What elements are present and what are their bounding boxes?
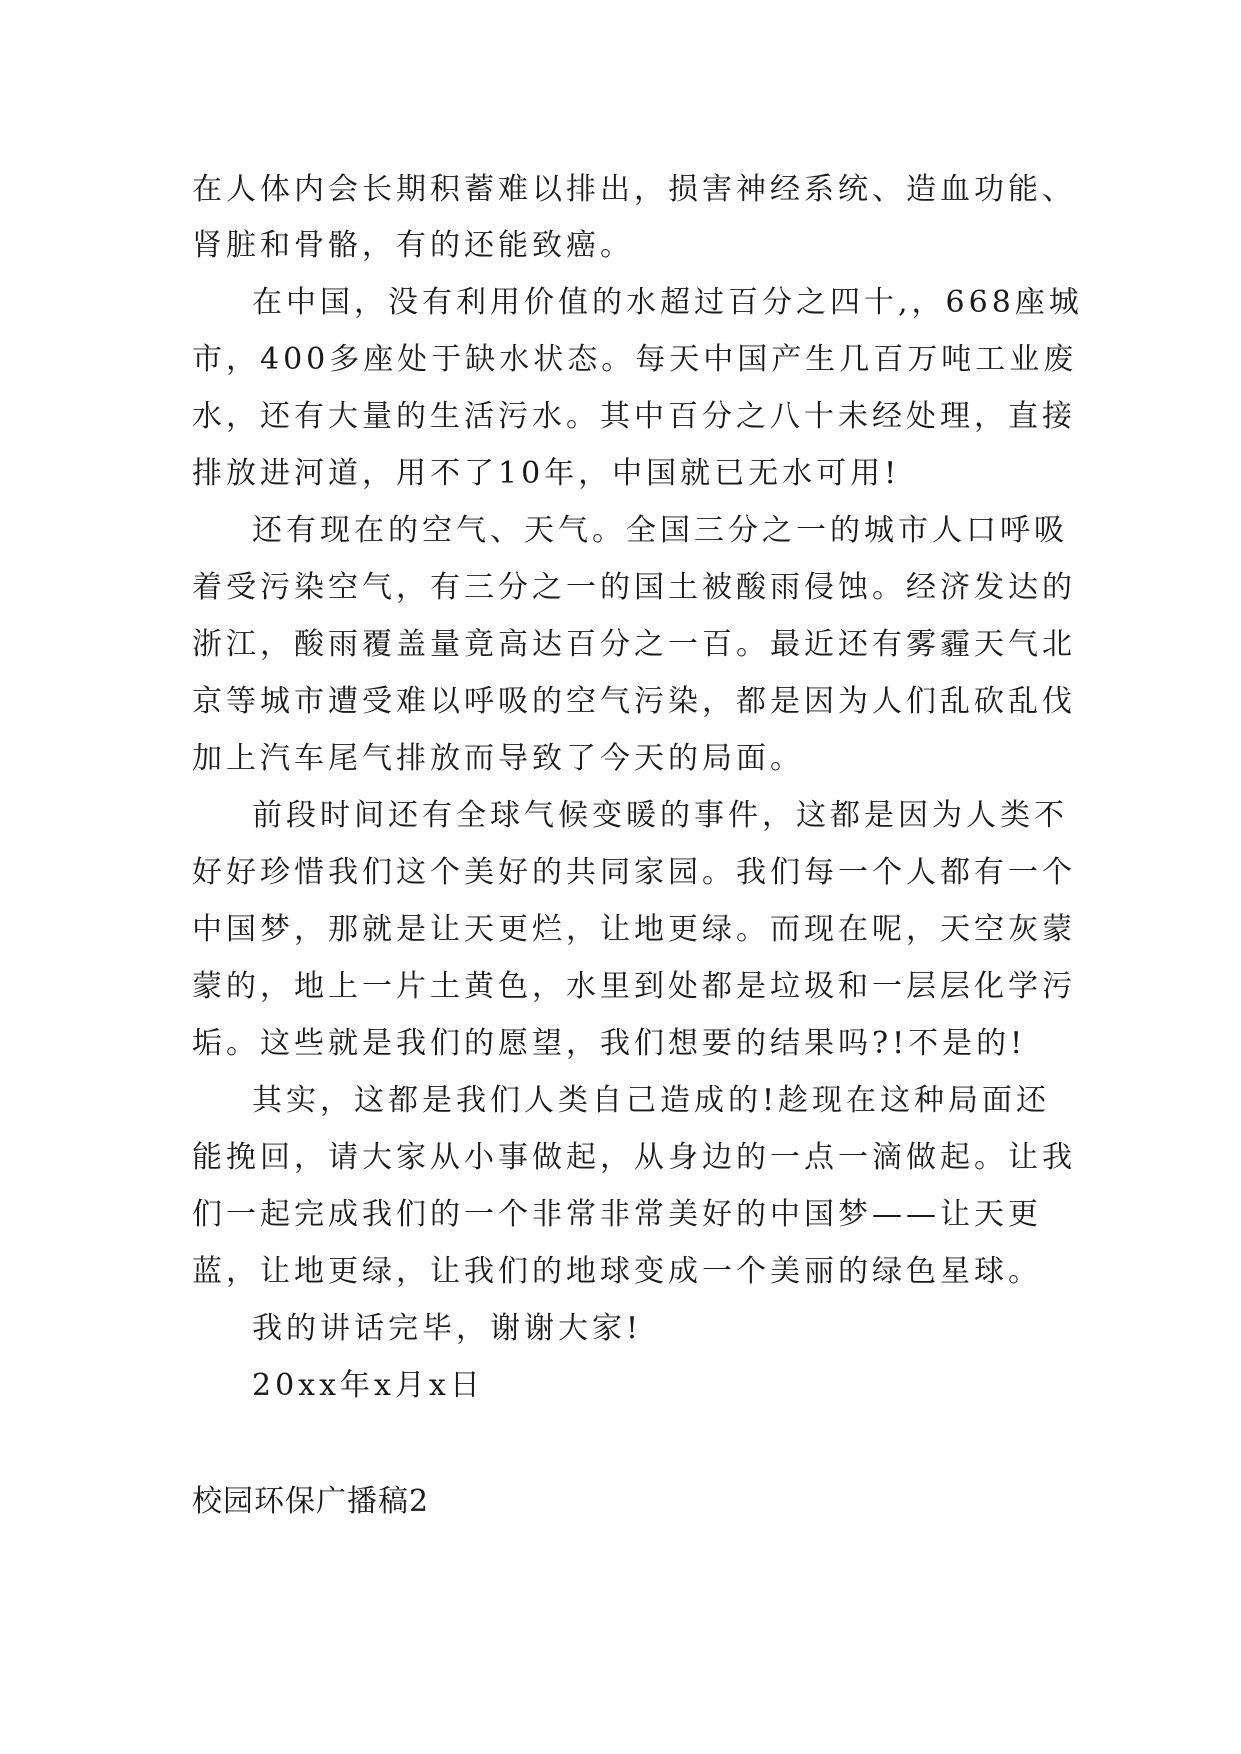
date-line: 20xx年x月x日 — [252, 1368, 484, 1403]
paragraph-line: 能挽回，请大家从小事做起，从身边的一点一滴做起。让我 — [192, 1140, 1076, 1175]
paragraph-line: 在人体内会长期积蓄难以排出，损害神经系统、造血功能、 — [192, 172, 1076, 207]
paragraph-line: 好好珍惜我们这个美好的共同家园。我们每一个人都有一个 — [192, 855, 1076, 890]
closing-line: 我的讲话完毕，谢谢大家! — [252, 1311, 643, 1346]
paragraph-line: 着受污染空气，有三分之一的国土被酸雨侵蚀。经济发达的 — [192, 570, 1076, 605]
paragraph-line: 市，400多座处于缺水状态。每天中国产生几百万吨工业废 — [192, 342, 1078, 377]
paragraph-line: 排放进河道，用不了10年，中国就已无水可用! — [192, 456, 901, 491]
paragraph-line: 肾脏和骨骼，有的还能致癌。 — [192, 228, 634, 263]
paragraph-line: 蒙的，地上一片土黄色，水里到处都是垃圾和一层层化学污 — [192, 969, 1076, 1004]
paragraph-line: 还有现在的空气、天气。全国三分之一的城市人口呼吸 — [252, 513, 1068, 548]
paragraph-line: 加上汽车尾气排放而导致了今天的局面。 — [192, 741, 804, 776]
paragraph-line: 水，还有大量的生活污水。其中百分之八十未经处理，直接 — [192, 399, 1076, 434]
paragraph-line: 垢。这些就是我们的愿望，我们想要的结果吗?!不是的! — [192, 1026, 1027, 1061]
paragraph-line: 其实，这都是我们人类自己造成的!趁现在这种局面还 — [252, 1083, 1051, 1118]
paragraph-line: 前段时间还有全球气候变暖的事件，这都是因为人类不 — [252, 798, 1068, 833]
paragraph-line: 京等城市遭受难以呼吸的空气污染，都是因为人们乱砍乱伐 — [192, 684, 1076, 719]
paragraph-line: 们一起完成我们的一个非常非常美好的中国梦——让天更 — [192, 1197, 1042, 1232]
paragraph-line: 在中国，没有利用价值的水超过百分之四十,，668座城 — [252, 285, 1083, 320]
paragraph-line: 中国梦，那就是让天更烂，让地更绿。而现在呢，天空灰蒙 — [192, 912, 1076, 947]
paragraph-line: 蓝，让地更绿，让我们的地球变成一个美丽的绿色星球。 — [192, 1254, 1042, 1289]
paragraph-line: 浙江，酸雨覆盖量竟高达百分之一百。最近还有雾霾天气北 — [192, 627, 1076, 662]
section-title: 校园环保广播稿2 — [192, 1484, 430, 1519]
